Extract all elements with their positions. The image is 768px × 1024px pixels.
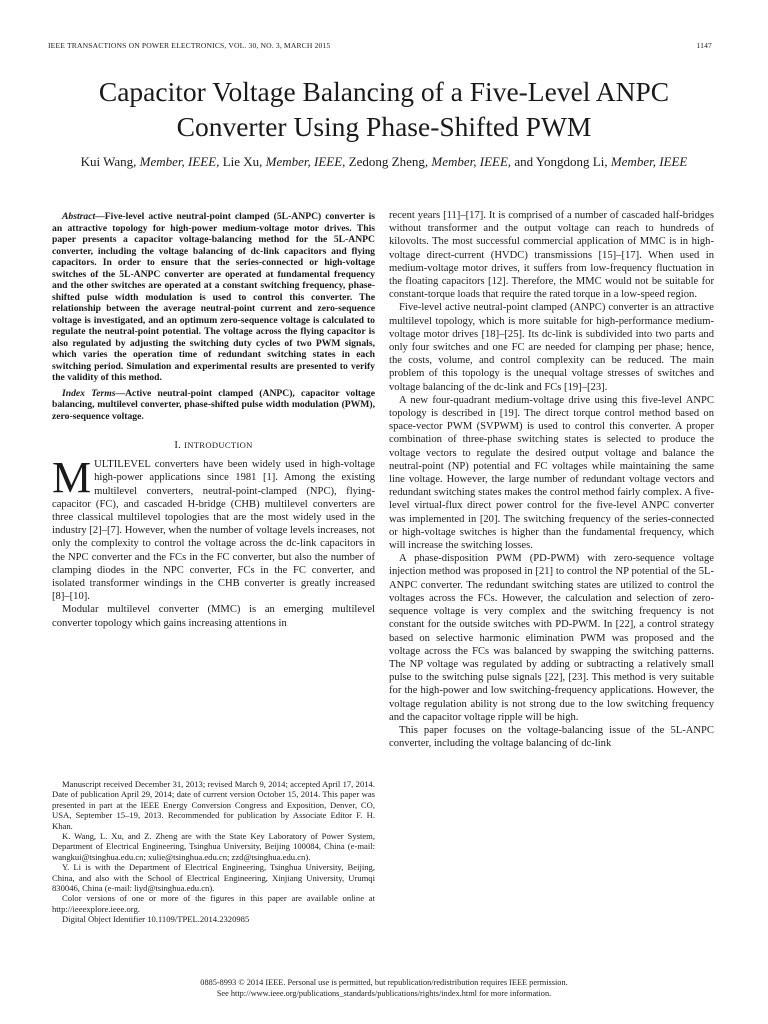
footnote: Color versions of one or more of the figures in this paper are available online at http://ieeexplore.ieee.org. xyxy=(52,893,375,914)
body-paragraph: Five-level active neutral-point clamped (ANPC) converter is an attractive multilevel topology, which is more suitable for high-performance medium-voltage motor drives [18]–[25]. Its dc-link is subdivided into two parts and only four switches and one FC are needed for clamping per phase; hence, the costs, volume, and control complexity can be reduced. The main problem of this topology is the unequal voltage stresses of switches and voltage balancing of the dc-link and FCs [19]–[23]. xyxy=(389,302,714,393)
footnote-doi: Digital Object Identifier 10.1109/TPEL.2014.2320985 xyxy=(62,914,250,925)
author-list xyxy=(20,153,748,171)
copyright-footer xyxy=(40,977,728,999)
body-paragraph: A phase-disposition PWM (PD-PWM) with zero-sequence voltage injection method was proposed in [21] to control the NP potential of the 5L-ANPC converter. The redundant switching states are utilized to control the voltages across the FCs. However, the calculation and selection of zero-sequence voltage is very complex and the switching frequency is not constant for the outside switches with PD-PWM. In [22], a control strategy based on selective harmonic elimination PWM was proposed and the voltage across the FCs was balanced by swapping the switching patterns. The NP voltage was regulated by adding or subtracting a relatively small pulse to the switching pulse signals [22], [23]. This method is very suitable for the high-power and low switching-frequency applications. However, the voltage regulation ability is not strong due to the low switching frequency and the capacitor voltage ripple will be high. xyxy=(389,553,714,723)
paper-title xyxy=(40,74,728,144)
footnote: Y. Li is with the Department of Electrical Engineering, Tsinghua University, Beijing, China, and also with the School of Electrical Engineering, Xinjiang University, Urumqi 830046, China (e-mail: liyd@tsinghua.edu.cn). xyxy=(52,862,375,894)
section-heading xyxy=(52,439,375,452)
author-role: Member, IEEE, xyxy=(265,154,346,169)
author-name: and Yongdong Li, xyxy=(514,154,608,169)
rights-link-line: See http://www.ieee.org/publications_standards/publications/rights/index.html for more information. xyxy=(216,989,552,998)
body-paragraph: A new four-quadrant medium-voltage drive using this five-level ANPC topology is described in [19]. The direct torque control method based on space-vector PWM (SVPWM) is used to control this converter. A proper combination of three-phase switching states is selected to produce the voltage vectors to regulate the desired output voltage and balance the neutral-point (NP) potential and FC voltages while maintaining the same line voltage. However, the large number of redundant voltage vectors and redundant switching states makes the control method fairly complex. A five-level virtual-flux direct power control for the five-level ANPC converter was implemented in [20]. The switching frequency of the series-connected or high-voltage switches is higher than the fundamental frequency, which will increase the switching losses. xyxy=(389,394,714,552)
section-numeral: I. xyxy=(174,440,182,451)
author-name: Kui Wang, xyxy=(80,154,137,169)
copyright-line: 0885-8993 © 2014 IEEE. Personal use is permitted, but republication/redistribution requires IEEE permission. xyxy=(200,978,568,987)
footnote: Manuscript received December 31, 2013; revised March 9, 2014; accepted April 17, 2014. Date of publication April 29, 2014; date of current version October 15, 2014. This paper was presented in part at the IEEE Energy Conversion Congress and Exposition, Denver, CO, USA, September 15–19, 2013. Recommended for publication by Associate Editor F. H. Khan. xyxy=(52,779,375,831)
index-terms xyxy=(52,388,375,423)
abstract-text: —Five-level active neutral-point clamped (5L-ANPC) converter is an attractive topology for high-power medium-voltage motor drives. This paper presents a capacitor voltage-balancing method for the 5L-ANPC converter, including the voltage balancing of dc-link capacitors and flying capacitors. In order to ensure that the series-connected or high-voltage switches of the 5L-ANPC converter are operated at fundamental frequency and the other switches are operated at a constant switching frequency, phase-shifted pulse width modulation is used to control this converter. The relationship between the average neutral-point current and zero-sequence voltage is investigated, and an optimum zero-sequence voltage is calculated to regulate the neutral-point potential. The voltage across the flying capacitor is also regulated by adjusting the switching duty cycles of two PWM signals, which varies the operation time of redundant switching states in each switching period. Simulation and experimental results are presented to verify the validity of this method. xyxy=(52,211,375,383)
author-role: Member, IEEE, xyxy=(431,154,512,169)
index-terms-text: —Active neutral-point clamped (ANPC), capacitor voltage balancing, multilevel converter, phase-shifted pulse width modulation (PWM), zero-sequence voltage. xyxy=(52,387,376,422)
running-header xyxy=(48,41,712,55)
title-line-2: Converter Using Phase-Shifted PWM xyxy=(176,111,592,142)
title-line-1: Capacitor Voltage Balancing of a Five-Level ANPC xyxy=(98,76,670,107)
left-column xyxy=(52,211,375,630)
index-terms-label: Index Terms xyxy=(62,387,116,399)
page-number: 1147 xyxy=(696,41,712,50)
abstract xyxy=(52,211,375,384)
body-paragraph: This paper focuses on the voltage-balancing issue of the 5L-ANPC converter, including the voltage balancing of dc-link xyxy=(389,724,714,750)
footnote: K. Wang, L. Xu, and Z. Zheng are with the State Key Laboratory of Power System, Department of Electrical Engineering, Tsinghua University, Beijing 100084, China (e-mail: wangkui@tsinghua.edu.cn; xulie@tsinghua.edu.cn; zzd@tsinghua.edu.cn). xyxy=(52,831,375,862)
body-paragraph: recent years [11]–[17]. It is comprised of a number of cascaded half-bridges without transformer and the output voltage can reach to hundreds of kilovolts. The most successful commercial application of MMC is in high-voltage direct-current (HVDC) transmissions [15]–[17]. When used in medium-voltage motor drives, it suffers from low-frequency fluctuation in the floating capacitors [12]. Therefore, the MMC would not be suitable for constant-torque loads that require the rated torque in a low-speed region. xyxy=(389,210,714,301)
journal-line: IEEE TRANSACTIONS ON POWER ELECTRONICS, VOL. 30, NO. 3, MARCH 2015 xyxy=(48,41,331,50)
author-role: Member, IEEE, xyxy=(139,154,220,169)
author-name: Zedong Zheng, xyxy=(348,154,429,169)
section-title: INTRODUCTION xyxy=(184,440,253,450)
intro-paragraph-1 xyxy=(52,453,375,603)
right-column xyxy=(389,209,714,750)
author-role: Member, IEEE xyxy=(610,154,688,169)
footnotes xyxy=(52,779,375,925)
intro-paragraph-2: Modular multilevel converter (MMC) is an emerging multilevel converter topology which gains increasing attentions in xyxy=(52,604,375,629)
author-name: Lie Xu, xyxy=(222,154,263,169)
drop-cap: M xyxy=(52,453,92,503)
abstract-label: Abstract xyxy=(62,211,96,222)
intro-text-1: ULTILEVEL converters have been widely used in high-voltage high-power applications since 1981 [1]. Among the existing multilevel converters, neutral-point-clamped (NPC), flying-capacitor (FC), and cascaded H-bridge (CHB) multilevel converters are three classical multilevel topologies that are the most widely used in the industry [2]–[7]. However, when the number of voltage levels increases, not only the complexity to control the voltage across the dc-link capacitors in the NPC converter and the FCs in the FC converter, but also the number of clamping diodes in the NPC converter, FCs in the FC converter, and isolated transformer windings in the CHB converter is greatly increased [8]–[10]. xyxy=(52,459,375,603)
